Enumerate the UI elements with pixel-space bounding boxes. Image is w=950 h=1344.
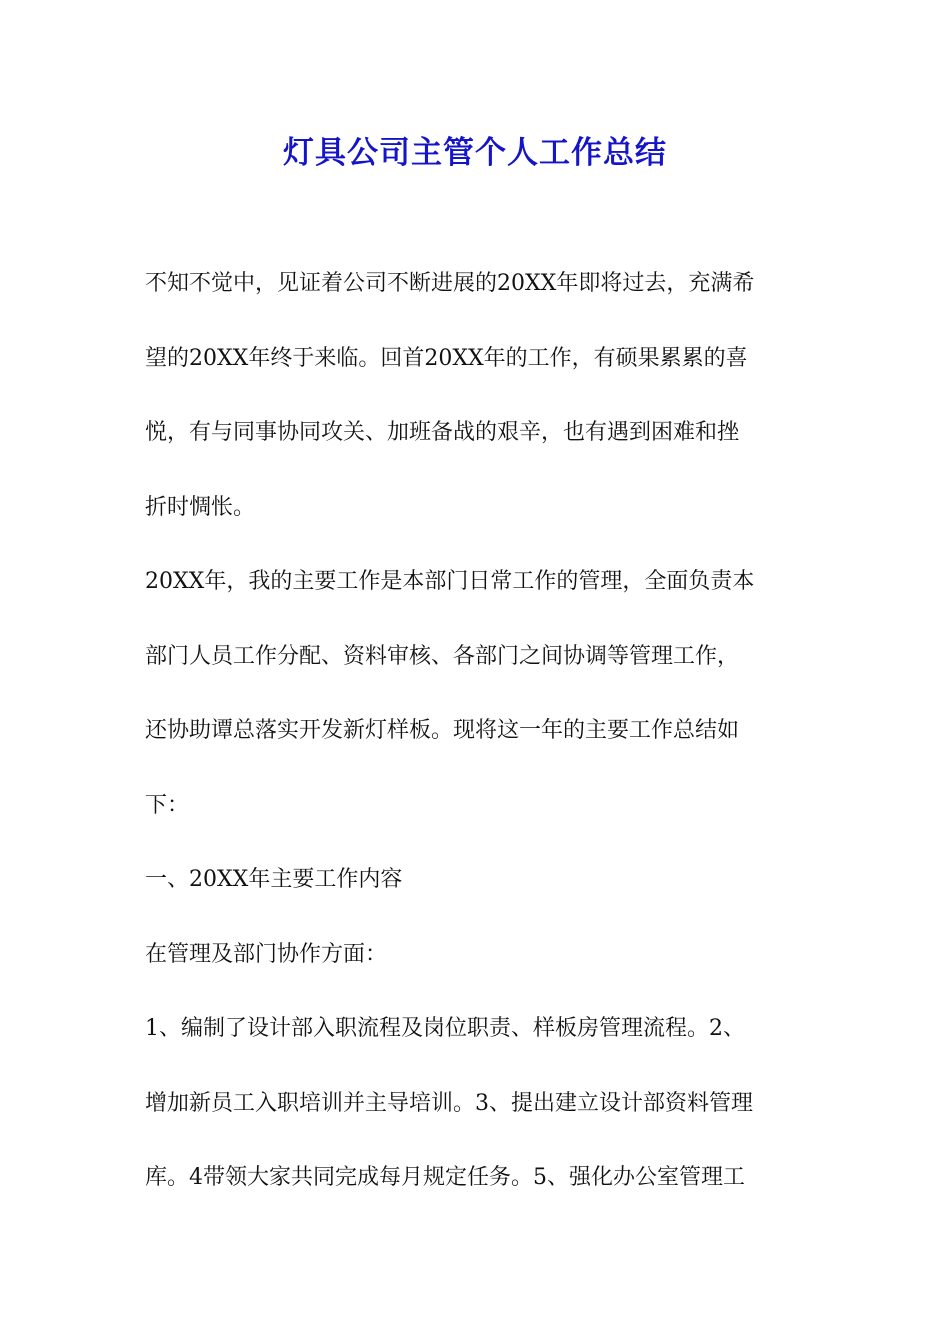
body-line-10: 在管理及部门协作方面： (145, 941, 388, 967)
body-line-7: 还协助谭总落实开发新灯样板。现将这一年的主要工作总结如 (145, 718, 740, 743)
body-line-12: 增加新员工入职培训并主导培训。3、提出建立设计部资料管理 (145, 1090, 753, 1116)
body-line-13: 库。4带领大家共同完成每月规定任务。5、强化办公室管理工 (145, 1165, 745, 1190)
body-line-3: 悦，有与同事协同攻关、加班备战的艰辛，也有遇到困难和挫 (145, 420, 740, 445)
document-title: 灯具公司主管个人工作总结 (283, 135, 667, 171)
body-line-11: 1、编制了设计部入职流程及岗位职责、样板房管理流程。2、 (145, 1016, 745, 1041)
document-body (145, 247, 807, 1216)
body-line-5: 20XX年，我的主要工作是本部门日常工作的管理，全面负责本 (145, 569, 755, 594)
body-line-2: 望的20XX年终于来临。回首20XX年的工作，有硕果累累的喜 (145, 345, 748, 371)
body-line-8: 下： (145, 792, 190, 818)
section-heading: 一、20XX年主要工作内容 (145, 867, 403, 892)
body-line-1: 不知不觉中，见证着公司不断进展的20XX年即将过去，充满希 (145, 271, 755, 296)
body-line-4: 折时惆怅。 (145, 494, 256, 520)
body-line-6: 部门人员工作分配、资料审核、各部门之间协调等管理工作， (145, 643, 740, 669)
